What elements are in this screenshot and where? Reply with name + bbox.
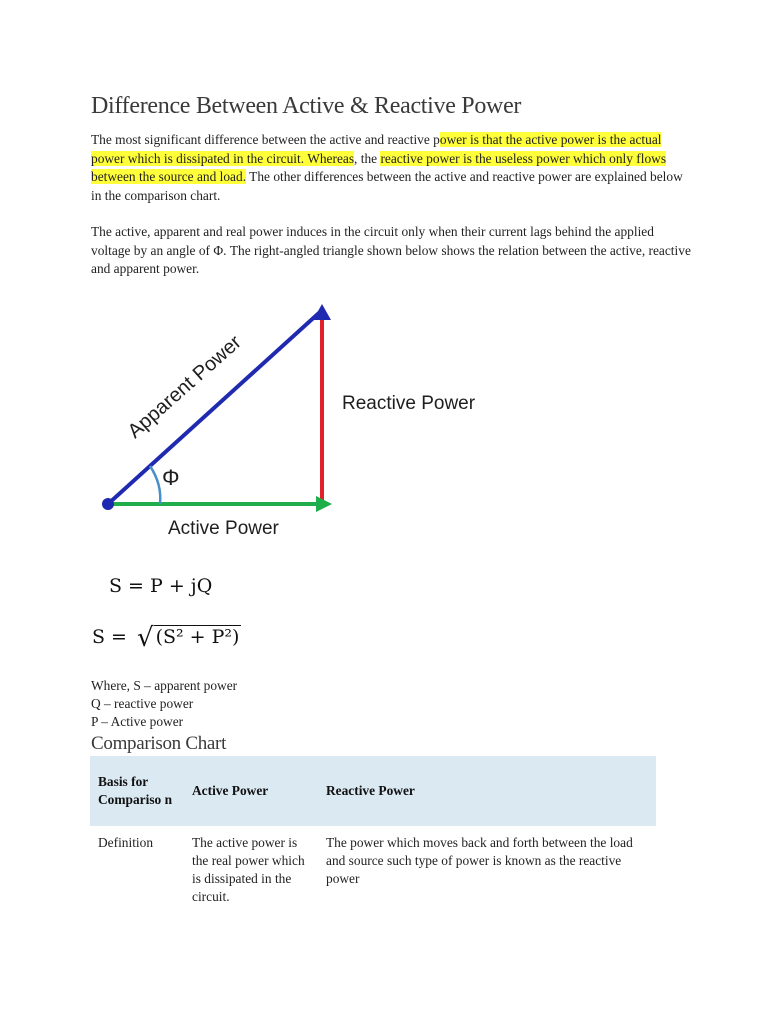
intro-highlight-2: reactive power is the useless power which only flows between the source and load. — [91, 150, 667, 184]
definition-p: P – Active power — [91, 714, 184, 729]
radical-sign: √ — [137, 623, 154, 653]
apparent-power-vector — [108, 312, 320, 504]
intro-highlight-whereas: Whereas — [307, 150, 355, 166]
reactive-power-label: Reactive Power — [342, 393, 476, 414]
angle-arc — [150, 466, 160, 504]
table-header-row — [90, 756, 656, 826]
page-title: Difference Between Active & Reactive Power — [91, 93, 522, 119]
explanation-paragraph: The active, apparent and real power induces in the circuit only when their current lags behind the applied voltage by an angle of Φ. The right-angled triangle shown below shows the relation between the active, reactive and apparent power. — [91, 224, 691, 276]
square-root — [133, 620, 241, 653]
angle-phi-label: Φ — [162, 465, 180, 490]
cell-definition-active: The active power is the real power which is dissipated in the circuit. — [192, 835, 305, 904]
intro-text-4: The other differences between the active and reactive power are explained below in the comparison chart. — [91, 169, 683, 203]
definition-q: Q – reactive power — [91, 696, 194, 711]
variable-definitions — [91, 677, 237, 731]
formula-magnitude-inner: (S² + P²) — [155, 626, 240, 648]
intro-text-3: , the — [354, 150, 381, 166]
formula-magnitude — [92, 620, 241, 653]
comparison-table — [90, 756, 656, 914]
active-power-label: Active Power — [168, 518, 279, 539]
cell-definition-basis: Definition — [98, 835, 154, 850]
origin-point — [102, 498, 114, 510]
intro-highlight-1: ower is that the active power is the actual power which is dissipated in the circuit. — [91, 132, 662, 166]
header-basis: Basis for Compariso n — [90, 756, 184, 826]
header-reactive-power: Reactive Power — [318, 756, 656, 826]
table-row — [90, 826, 656, 914]
definition-s: Where, S – apparent power — [91, 678, 238, 693]
intro-text-1: The most significant difference between the active and reactive p — [91, 132, 440, 147]
formula-complex-power: S = P + jQ — [109, 575, 213, 597]
power-triangle-diagram — [92, 298, 512, 548]
apparent-power-label: Apparent Power — [123, 331, 246, 443]
formula-magnitude-lhs: S = — [92, 626, 134, 648]
header-active-power: Active Power — [184, 756, 318, 826]
cell-definition-reactive: The power which moves back and forth between the load and source such type of power is known as the reactive power — [326, 835, 633, 886]
intro-paragraph — [91, 131, 691, 205]
comparison-heading: Comparison Chart — [91, 733, 227, 754]
